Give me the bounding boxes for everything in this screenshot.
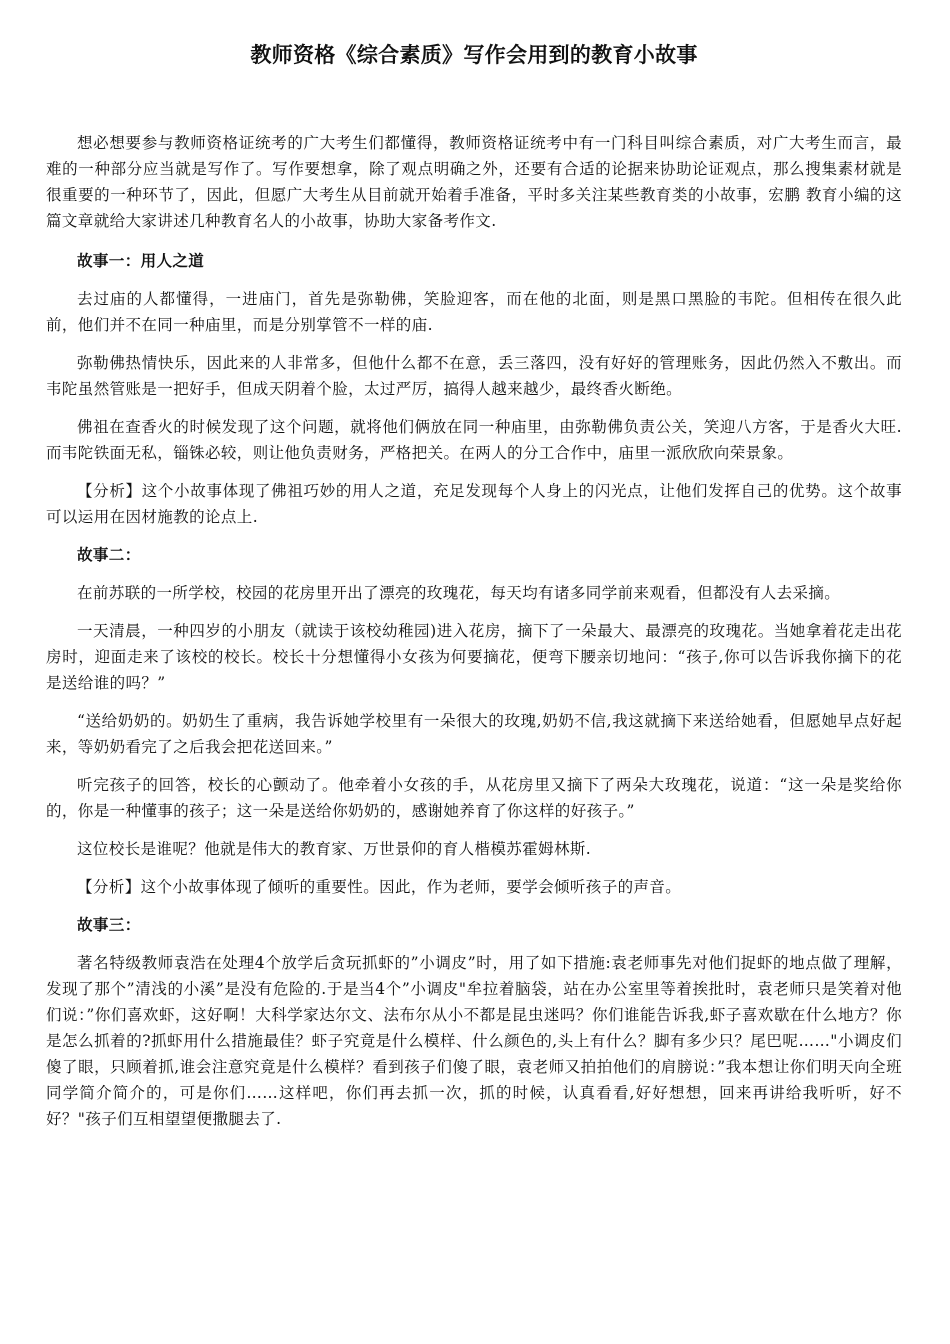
story1-paragraph: 弥勒佛热情快乐，因此来的人非常多，但他什么都不在意，丢三落四，没有好好的管理账务，因此仍然入不敷出。而韦陀虽然管账是一把好手，但成天阴着个脸，太过严厉，搞得人越来越少，最终香火断绝。 [46, 354, 902, 398]
story2-heading: 故事二： [77, 545, 141, 564]
story3-paragraph: 著名特级教师袁浩在处理4个放学后贪玩抓虾的”小调皮”时，用了如下措施:袁老师事先对他们捉虾的地点做了理解，发现了那个”清浅的小溪”是没有危险的.于是当4个”小调皮"牟拉着脑袋，站在办公室里等着挨批时，袁老师只是笑着对他们说：”你们喜欢虾，这好啊！大科学家达尔文、法布尔从小不都是昆虫迷吗？你们谁能告诉我,虾子喜欢歇在什么地方？你是怎么抓着的?抓虾用什么措施最佳？虾子究竟是什么模样、什么颜色的,头上有什么？脚有多少只？尾巴呢……"小调皮们傻了眼，只顾着抓,谁会注意究竟是什么模样？看到孩子们傻了眼，袁老师又拍拍他们的肩膀说：”我本想让你们明天向全班同学简介简介的，可是你们……这样吧，你们再去抓一次，抓的时候，认真看看,好好想想，回来再讲给我听听，好不好？"孩子们互相望望便撒腿去了. [46, 954, 902, 1128]
document-page [46, 40, 902, 1144]
story1-heading: 故事一：用人之道 [77, 251, 205, 270]
story2-paragraph: 在前苏联的一所学校，校园的花房里开出了漂亮的玫瑰花，每天均有诸多同学前来观看，但都没有人去采摘。 [77, 584, 841, 602]
document-title: 教师资格《综合素质》写作会用到的教育小故事 [250, 42, 698, 67]
story2-paragraph: 这位校长是谁呢？他就是伟大的教育家、万世景仰的育人楷模苏霍姆林斯. [77, 840, 592, 858]
story3-heading: 故事三： [77, 915, 141, 934]
story2-analysis: 【分析】这个小故事体现了倾听的重要性。因此，作为老师，要学会倾听孩子的声音。 [77, 878, 682, 896]
story1-paragraph: 去过庙的人都懂得，一进庙门，首先是弥勒佛，笑脸迎客，而在他的北面，则是黑口黑脸的韦陀。但相传在很久此前，他们并不在同一种庙里，而是分别掌管不一样的庙. [46, 290, 902, 334]
story2-paragraph: 一天清晨，一种四岁的小朋友（就读于该校幼稚园)进入花房，摘下了一朵最大、最漂亮的玫瑰花。当她拿着花走出花房时，迎面走来了该校的校长。校长十分想懂得小女孩为何要摘花，便弯下腰亲切地问：“孩子,你可以告诉我你摘下的花是送给谁的吗？” [46, 622, 902, 692]
story1-analysis: 【分析】这个小故事体现了佛祖巧妙的用人之道，充足发现每个人身上的闪光点，让他们发挥自己的优势。这个故事可以运用在因材施教的论点上. [46, 482, 902, 526]
story2-paragraph: 听完孩子的回答，校长的心颤动了。他牵着小女孩的手，从花房里又摘下了两朵大玫瑰花，说道：“这一朵是奖给你的，你是一种懂事的孩子；这一朵是送给你奶奶的，感谢她养育了你这样的好孩子。” [46, 776, 902, 820]
story1-paragraph: 佛祖在查香火的时候发现了这个问题，就将他们俩放在同一种庙里，由弥勒佛负责公关，笑迎八方客，于是香火大旺.而韦陀铁面无私，锱铢必较，则让他负责财务，严格把关。在两人的分工合作中，庙里一派欣欣向荣景象。 [46, 418, 902, 462]
intro-paragraph: 想必想要参与教师资格证统考的广大考生们都懂得，教师资格证统考中有一门科目叫综合素质，对广大考生而言，最难的一种部分应当就是写作了。写作要想拿，除了观点明确之外，还要有合适的论据来协助论证观点，那么搜集素材就是很重要的一种环节了，因此，但愿广大考生从目前就开始着手准备，平时多关注某些教育类的小故事，宏鹏 教育小编的这篇文章就给大家讲述几种教育名人的小故事，协助大家备考作文. [46, 134, 902, 230]
story2-paragraph: “送给奶奶的。奶奶生了重病，我告诉她学校里有一朵很大的玫瑰,奶奶不信,我这就摘下来送给她看，但愿她早点好起来，等奶奶看完了之后我会把花送回来。” [46, 712, 902, 756]
